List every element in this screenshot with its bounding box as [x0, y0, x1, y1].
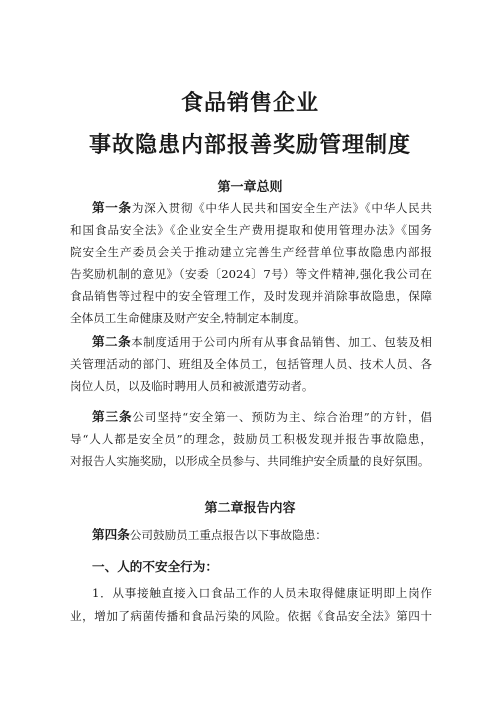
article-2-line-3: 岗位人员，以及临时聘用人员和被派遣劳动者。 — [70, 379, 314, 393]
article-1-line-6: 全体员工生命健康及财产安全,特制定本制度。 — [70, 311, 306, 325]
article-1-line-5: 食品销售等过程中的安全管理工作，及时发现并消除事故隐患，保障 — [70, 289, 432, 303]
article-1-label: 第一条 — [92, 200, 132, 215]
article-2-line-1 — [92, 333, 432, 351]
article-1-line-3: 院安全生产委员会关于推动建立完善生产经营单位事故隐患内部报 — [70, 245, 432, 259]
article-4-text: 公司鼓励员工重点报告以下事故隐患： — [129, 528, 327, 542]
document-title-line1: 食品销售企业 — [180, 91, 319, 116]
article-1-text-1: 为深入贯彻《中华人民共和国安全生产法》《中华人民共 — [131, 201, 432, 215]
chapter-1-heading: 第一章总则 — [217, 180, 283, 195]
section-1-heading: 一、人的不安全行为： — [92, 559, 218, 574]
article-1-line-1 — [92, 199, 432, 217]
item-1-line-1: 1．从事接触直接入口食品工作的人员未取得健康证明即上岗作 — [92, 586, 432, 600]
document-title-line2: 事故隐患内部报善奖励管理制度 — [88, 133, 411, 158]
article-2-line-2: 关管理活动的部门、班组及全体员工，包括管理人员、技术人员、各 — [70, 357, 432, 371]
article-4-line-1 — [92, 526, 432, 544]
article-4-label: 第四条 — [92, 527, 130, 542]
article-3-line-3: 对报告人实施奖励，以形成全员参与、共同维护安全质量的良好氛围。 — [70, 454, 430, 468]
article-1-line-2: 和国食品安全法》《企业安全生产费用提取和使用管理办法》《国务 — [70, 223, 432, 237]
chapter-2-heading: 第二章报告内容 — [204, 501, 296, 516]
item-1-line-2: 业，增加了病菌传播和食品污染的风险。依据《食品安全法》第四十 — [70, 609, 432, 623]
article-3-label: 第三条 — [92, 409, 133, 424]
article-1-line-4: 告奖励机制的意见》（安委〔2024〕7号）等文件精神,强化我公司在 — [70, 267, 432, 281]
article-2-text-1: 本制度适用于公司内所有从事食品销售、加工、包装及相 — [131, 335, 432, 349]
article-3-line-2: 导“人人都是安全员”的理念，鼓励员工积极发现并报告事故隐患， — [70, 432, 432, 446]
article-2-label: 第二条 — [92, 334, 132, 349]
article-3-text-1: 公司坚持“安全第一、预防为主、综合治理”的方针，倡 — [132, 410, 432, 424]
article-3-line-1 — [92, 408, 432, 426]
